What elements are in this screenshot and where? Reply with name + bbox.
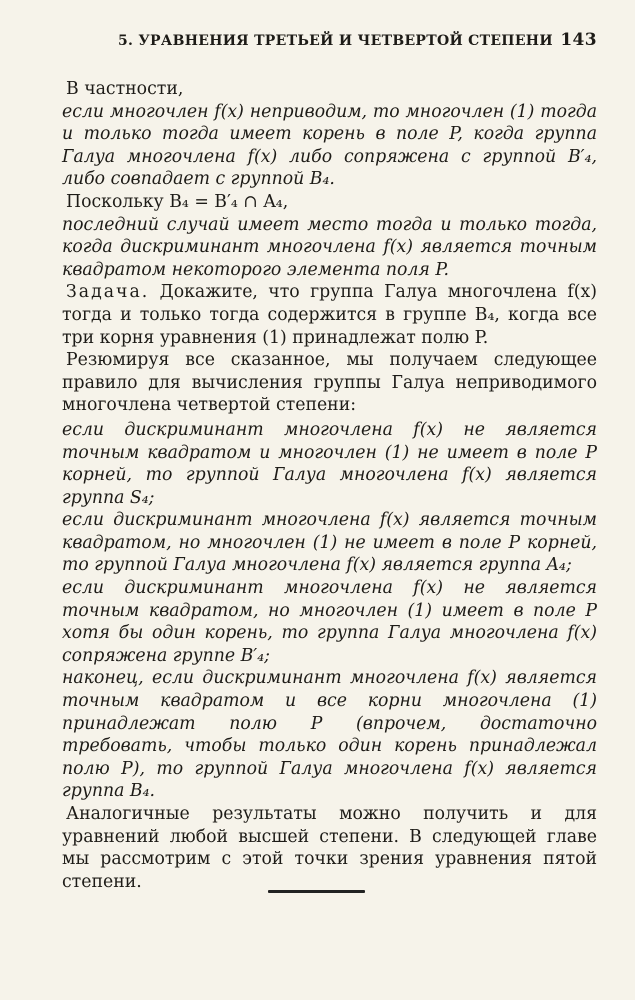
page-text [62, 78, 597, 893]
closing-paragraph: Аналогичные результаты можно получить и для уравнений любой высшей степени. В следующей главе мы рассмотрим с этой точки зрения уравнения пятой степени. [62, 804, 597, 892]
paragraph-intro: В частности, [66, 79, 184, 99]
page-number: 143 [560, 30, 597, 50]
statement-reducible-root: если многочлен f(x) неприводим, то многочлен (1) тогда и только тогда имеет корень в поле P, когда группа Галуа многочлена f(x) либо сопряжена с группой B′₄, либо совпадает с группой B₄. [62, 101, 597, 190]
task-paragraph [62, 281, 597, 349]
case-a4: если дискриминант многочлена f(x) является точным квадратом, но многочлен (1) не имеет в поле P корней, то группой Галуа многочлена f(x) является группа A₄; [62, 510, 597, 576]
task-label: Задача. [66, 282, 150, 303]
case-s4: если дискриминант многочлена f(x) не является точным квадратом и многочлен (1) не имеет в поле P корней, то группой Галуа многочлена f(x) является группа S₄; [62, 419, 597, 508]
task-text: Докажите, что группа Галуа многочлена f(x) тогда и только тогда содержится в группе B₄, когда все три корня уравнения (1) принадлежат полю P. [62, 282, 598, 348]
formula-line: Поскольку B₄ = B′₄ ∩ A₄, [66, 191, 289, 212]
statement-discriminant: последний случай имеет место тогда и только тогда, когда дискриминант многочлена f(x) является точным квадратом некоторого элемента поля P. [62, 214, 597, 280]
running-title: 5. УРАВНЕНИЯ ТРЕТЬЕЙ И ЧЕТВЕРТОЙ СТЕПЕНИ [118, 33, 553, 49]
section-end-rule [268, 890, 365, 893]
rule-cases [62, 419, 597, 803]
summary-paragraph: Резюмируя все сказанное, мы получаем следующее правило для вычисления группы Галуа неприводимого многочлена четвертой степени: [62, 350, 597, 416]
running-head [62, 30, 597, 50]
case-conjugate-b4: если дискриминант многочлена f(x) не является точным квадратом, но многочлен (1) имеет в поле P хотя бы один корень, то группа Галуа многочлена f(x) сопряжена группе B′₄; [62, 578, 597, 666]
case-b4: наконец, если дискриминант многочлена f(x) является точным квадратом и все корни многочлена (1) принадлежат полю P (впрочем, достаточно требовать, чтобы только один корень принадлежал полю P), то группой Галуа многочлена f(x) является группа B₄. [62, 668, 597, 802]
